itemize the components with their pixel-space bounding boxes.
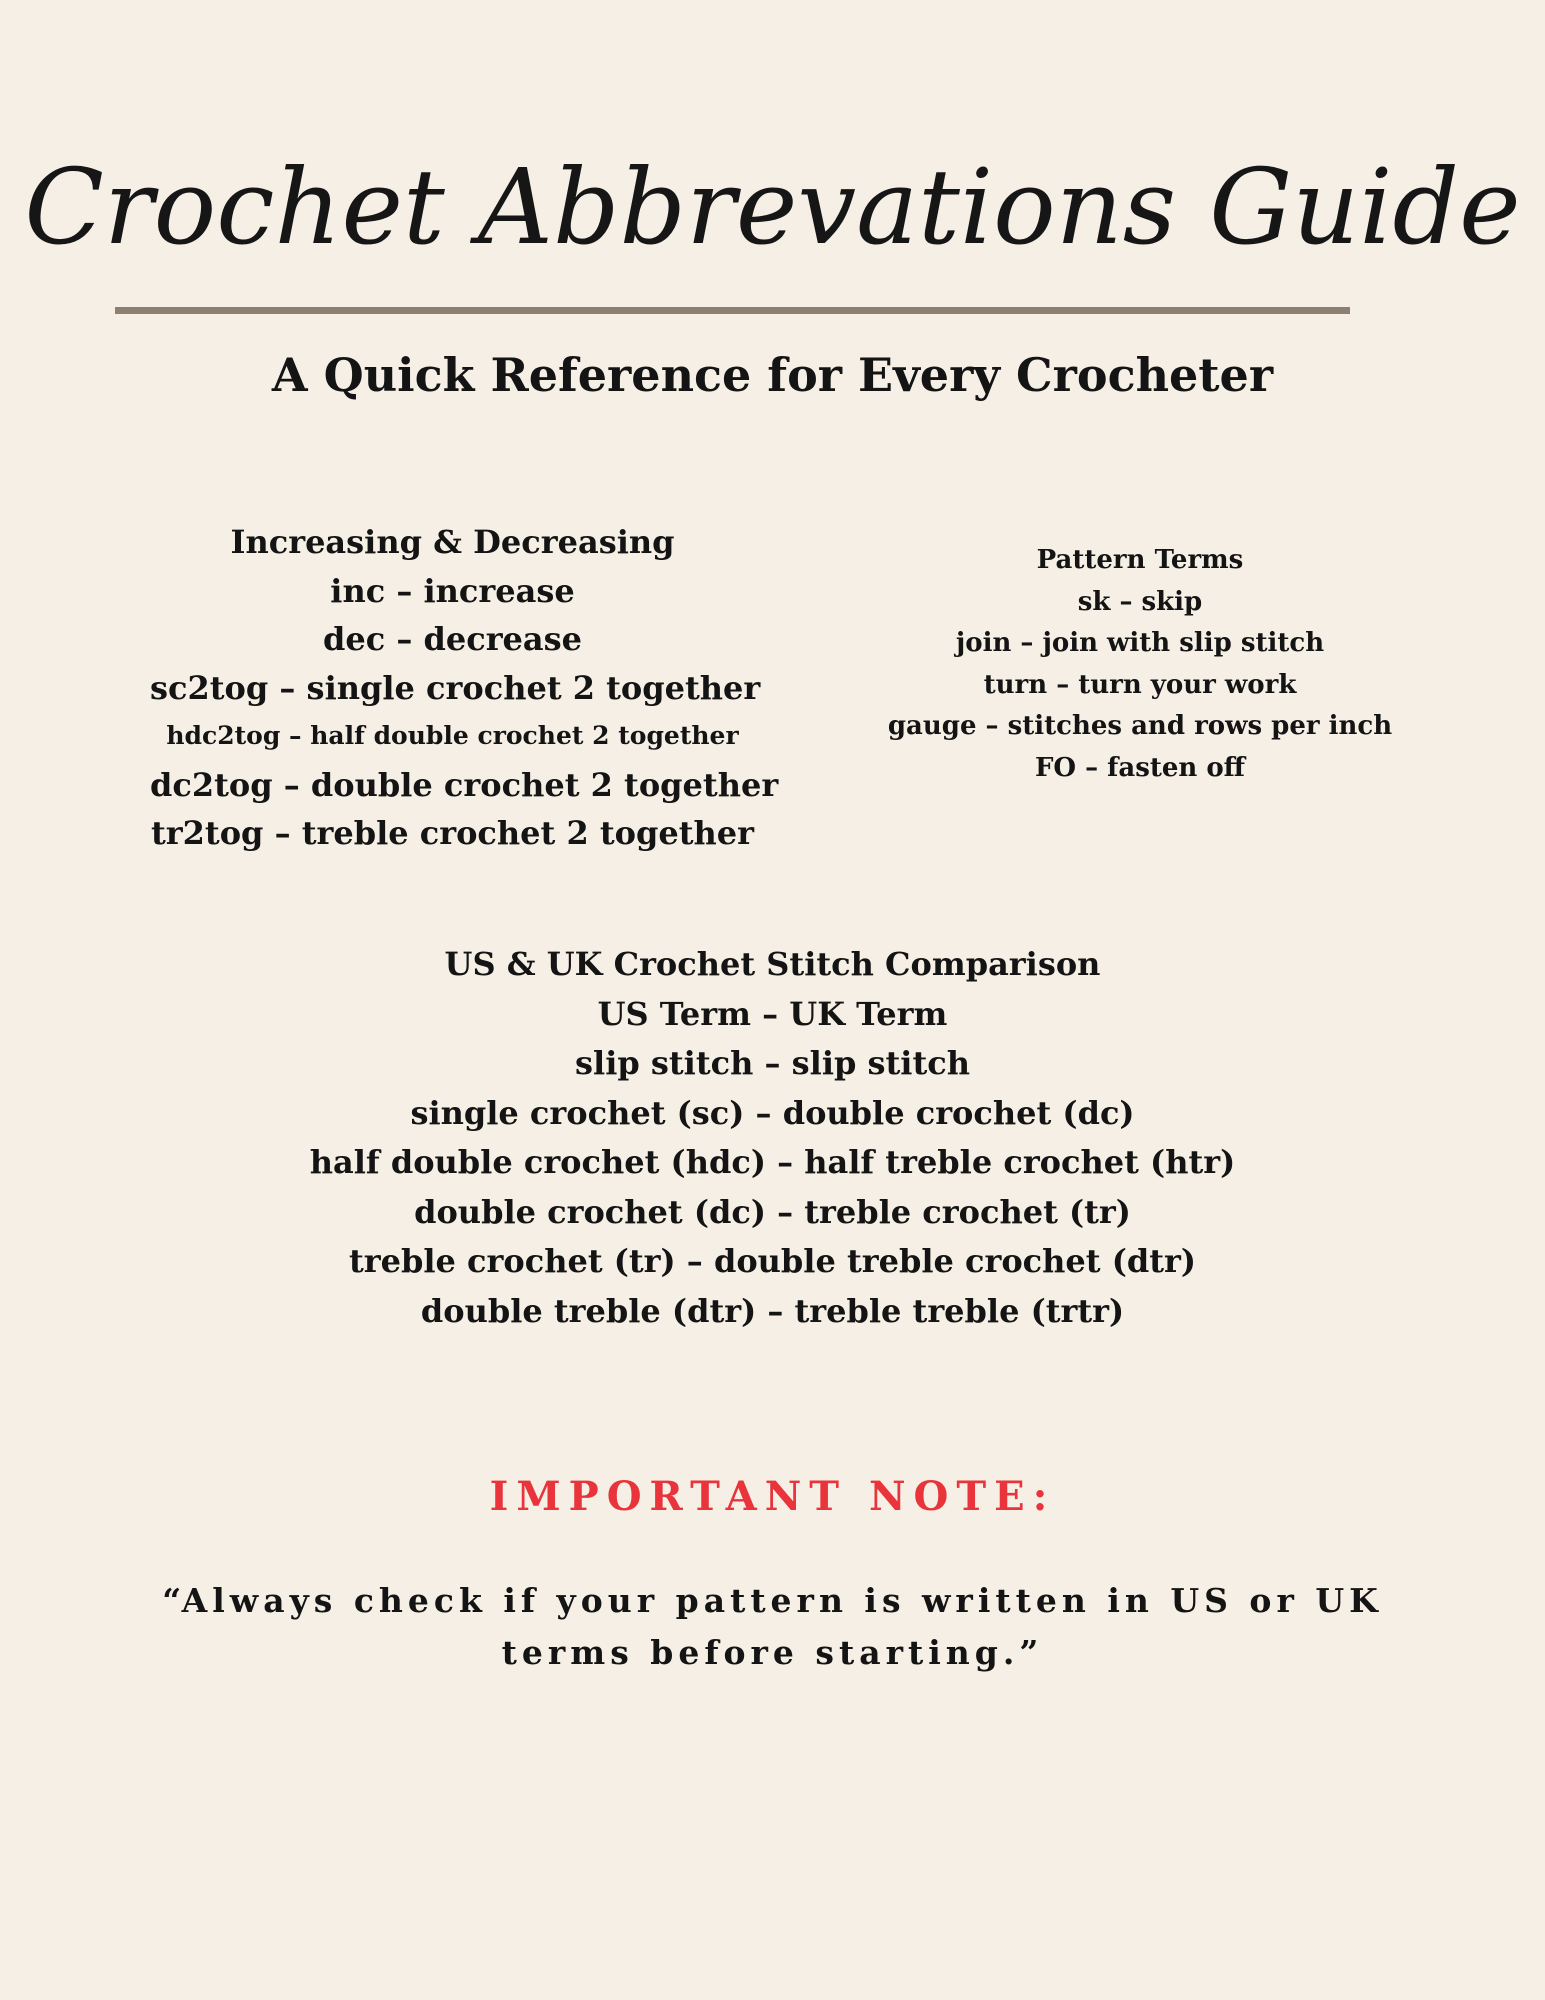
list-item: join – join with slip stitch: [955, 628, 1325, 659]
title-divider: [115, 307, 1350, 314]
list-item: double treble (dtr) – treble treble (trtr): [420, 1291, 1125, 1330]
note-heading: IMPORTANT NOTE:: [489, 1473, 1056, 1520]
list-item: slip stitch – slip stitch: [575, 1044, 970, 1082]
list-item: tr2tog – treble crochet 2 together: [151, 814, 754, 852]
list-item: half double crochet (hdc) – half treble crochet (htr): [309, 1143, 1236, 1181]
list-item: hdc2tog – half double crochet 2 together: [166, 721, 739, 750]
section-heading: US & UK Crochet Stitch Comparison: [444, 945, 1101, 983]
list-item: gauge – stitches and rows per inch: [887, 711, 1393, 742]
list-item: inc – increase: [330, 571, 575, 610]
list-item: dc2tog – double crochet 2 together: [150, 765, 779, 804]
note-text: “Always check if your pattern is written in US or UK terms before starting.”: [162, 1581, 1383, 1672]
list-item: sk – skip: [1077, 586, 1203, 617]
page-title: Crochet Abbrevations Guide: [24, 146, 1521, 268]
pattern-terms-section: [880, 540, 1400, 790]
list-item: turn – turn your work: [983, 669, 1297, 700]
list-item: sc2tog – single crochet 2 together: [150, 668, 761, 707]
list-item: treble crochet (tr) – double treble crochet (dtr): [348, 1242, 1196, 1280]
page-subtitle: A Quick Reference for Every Crocheter: [271, 348, 1274, 402]
increasing-decreasing-section: [150, 518, 779, 858]
list-item: single crochet (sc) – double crochet (dc): [410, 1093, 1135, 1132]
section-heading: Increasing & Decreasing: [230, 523, 675, 561]
us-uk-comparison-section: [0, 940, 1545, 1336]
list-item: double crochet (dc) – treble crochet (tr): [414, 1192, 1131, 1231]
list-item: dec – decrease: [322, 620, 583, 658]
section-heading: Pattern Terms: [1036, 545, 1244, 575]
list-item: FO – fasten off: [1034, 752, 1246, 783]
column-header: US Term – UK Term: [597, 994, 948, 1033]
